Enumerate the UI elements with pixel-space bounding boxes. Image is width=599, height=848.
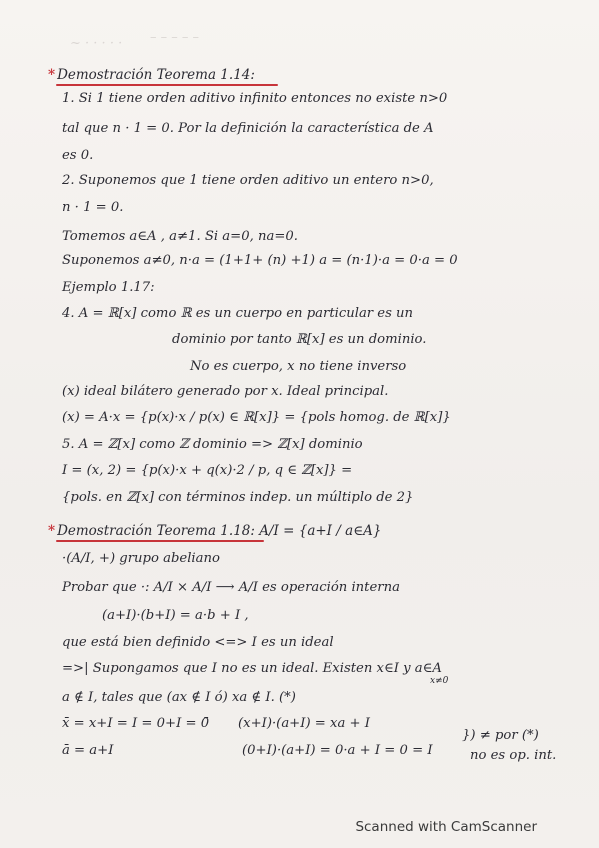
note-line: (x) = A·x = {p(x)·x / p(x) ∈ ℝ[x]} = {pols homog. de ℝ[x]} bbox=[62, 410, 451, 425]
note-line: que está bien definido <=> I es un ideal bbox=[62, 635, 334, 650]
note-line: =>| Supongamos que I no es un ideal. Existen x∈I y a∈A bbox=[62, 661, 442, 676]
note-line: Suponemos a≠0, n·a = (1+1+ (n) +1) a = (n·1)·a = 0·a = 0 bbox=[62, 253, 458, 268]
section-heading bbox=[48, 66, 255, 84]
note-line: 5. A = ℤ[x] como ℤ dominio => ℤ[x] dominio bbox=[62, 437, 363, 452]
note-line: Ejemplo 1.17: bbox=[62, 280, 155, 295]
note-line: x̄ = x+I = I = 0+I = 0̄ bbox=[62, 716, 210, 731]
camscanner-watermark: Scanned with CamScanner bbox=[355, 819, 537, 835]
note-line: No es cuerpo, x no tiene inverso bbox=[190, 359, 407, 374]
note-line: ·(A/I, +) grupo abeliano bbox=[62, 551, 220, 566]
note-line: Probar que ·: A/I × A/I ⟶ A/I es operación interna bbox=[62, 580, 400, 595]
note-line: (a+I)·(b+I) = a·b + I , bbox=[102, 608, 249, 623]
heading-text: Demostración Teorema 1.14: bbox=[57, 67, 255, 83]
note-line: }) ≠ por (*) bbox=[462, 728, 539, 743]
heading-underline bbox=[56, 84, 278, 86]
heading-underline bbox=[56, 540, 264, 542]
note-line: (x+I)·(a+I) = xa + I bbox=[238, 716, 370, 731]
note-line: x≠0 bbox=[430, 676, 449, 686]
note-line: 1. Si 1 tiene orden aditivo infinito entonces no existe n>0 bbox=[62, 91, 448, 106]
star-mark-icon: * bbox=[48, 67, 56, 83]
note-line: n · 1 = 0. bbox=[62, 200, 124, 215]
note-line: a ∉ I, tales que (ax ∉ I ó) xa ∉ I. (*) bbox=[62, 690, 296, 705]
heading-text: Demostración Teorema 1.18: A/I = {a+I / a∈A} bbox=[57, 523, 382, 539]
note-line: {pols. en ℤ[x] con términos indep. un múltiplo de 2} bbox=[62, 490, 414, 505]
note-line: no es op. int. bbox=[470, 748, 557, 763]
note-line: Tomemos a∈A , a≠1. Si a=0, na=0. bbox=[62, 229, 298, 244]
star-mark-icon: * bbox=[48, 523, 56, 539]
note-line: tal que n · 1 = 0. Por la definición la característica de A bbox=[62, 121, 434, 136]
note-line: es 0. bbox=[62, 148, 94, 163]
note-line: (0+I)·(a+I) = 0·a + I = 0 = I bbox=[242, 743, 433, 758]
note-line: ā = a+I bbox=[62, 743, 114, 758]
note-line: 2. Suponemos que 1 tiene orden aditivo un entero n>0, bbox=[62, 173, 434, 188]
bleed-through-text: ~ · · · · · bbox=[70, 36, 123, 51]
note-line: I = (x, 2) = {p(x)·x + q(x)·2 / p, q ∈ ℤ[x]} = bbox=[62, 463, 353, 478]
section-heading bbox=[48, 522, 382, 540]
note-line: 4. A = ℝ[x] como ℝ es un cuerpo en particular es un bbox=[62, 306, 414, 321]
note-line: (x) ideal bilátero generado por x. Ideal principal. bbox=[62, 384, 389, 399]
note-line: dominio por tanto ℝ[x] es un dominio. bbox=[172, 332, 427, 347]
bleed-through-text: – – – – – bbox=[150, 30, 200, 45]
